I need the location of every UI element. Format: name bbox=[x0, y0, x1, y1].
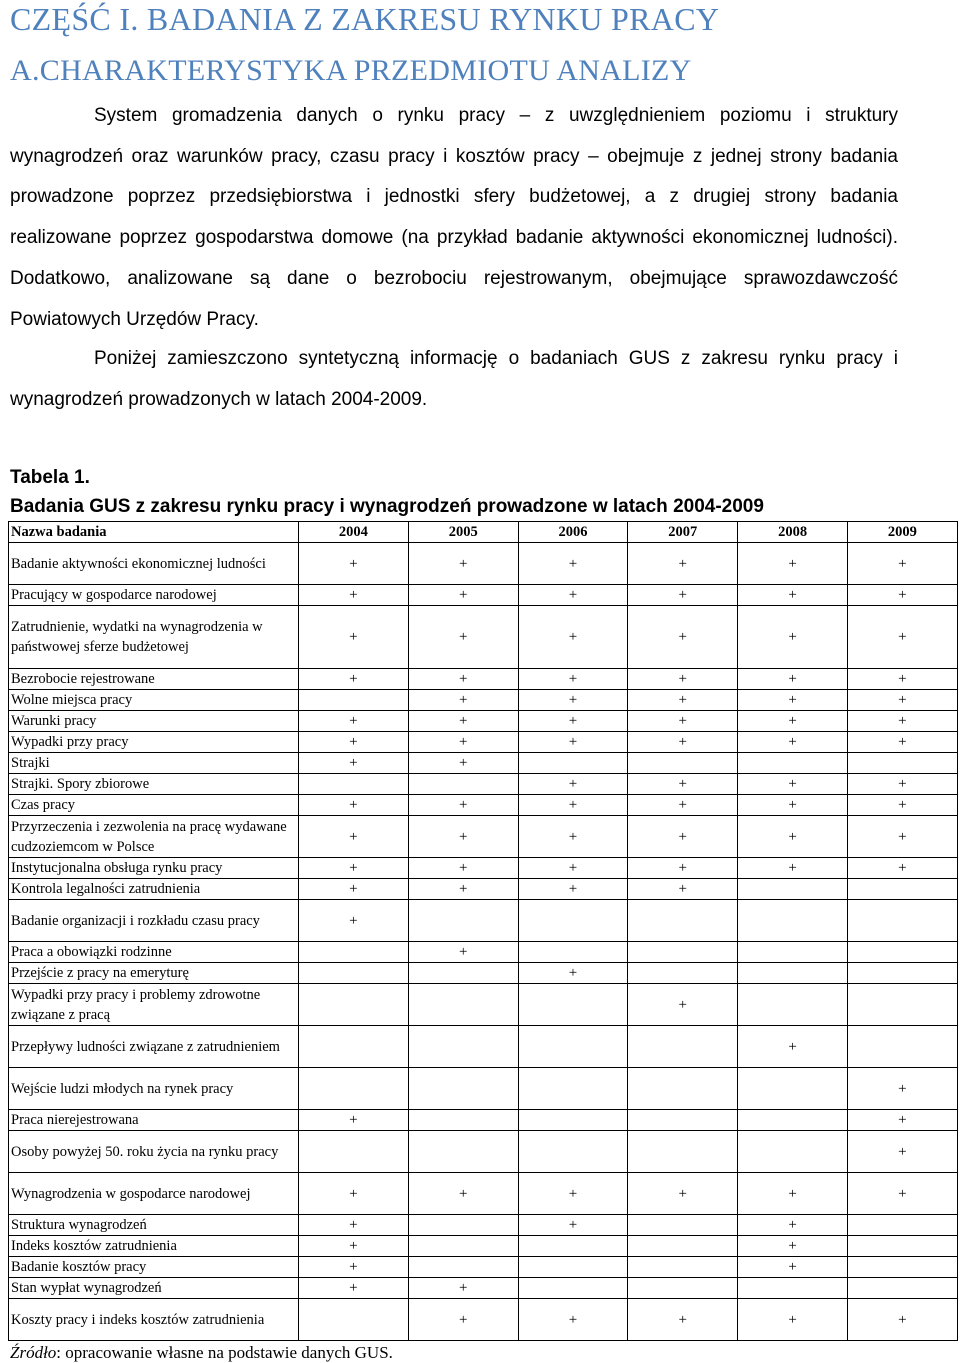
year-mark-cell bbox=[408, 1110, 518, 1131]
year-mark-cell bbox=[518, 1131, 628, 1173]
survey-name-cell: Praca a obowiązki rodzinne bbox=[9, 942, 299, 963]
table-row bbox=[9, 858, 958, 879]
year-mark-cell bbox=[628, 1068, 738, 1110]
table-row bbox=[9, 1173, 958, 1215]
year-mark-cell: + bbox=[628, 984, 738, 1026]
year-mark-cell: + bbox=[847, 543, 957, 585]
year-mark-cell: + bbox=[299, 732, 409, 753]
year-mark-cell bbox=[847, 879, 957, 900]
column-header-2005: 2005 bbox=[408, 522, 518, 543]
table-caption: Tabela 1. bbox=[10, 467, 90, 488]
surveys-table bbox=[8, 521, 958, 1341]
column-header-2009: 2009 bbox=[847, 522, 957, 543]
year-mark-cell bbox=[847, 900, 957, 942]
section-heading: A.CHARAKTERYSTYKA PRZEDMIOTU ANALIZY bbox=[10, 54, 692, 87]
year-mark-cell: + bbox=[738, 669, 848, 690]
year-mark-cell bbox=[408, 1236, 518, 1257]
year-mark-cell: + bbox=[738, 795, 848, 816]
table-row bbox=[9, 690, 958, 711]
year-mark-cell bbox=[628, 1026, 738, 1068]
intro-paragraph: System gromadzenia danych o rynku pracy – z uwzględnieniem poziomu i struktury wynagrodzeń oraz warunków pracy, czasu pracy i kosztów pracy – obejmuje z jednej strony badania prowadzone poprzez przedsiębiorstwa i jednostki sfery budżetowej, a z drugiej strony badania realizowane poprzez gospodarstwa domowe (na przykład badanie aktywności ekonomicznej ludności). Dodatkowo, analizowane są dane o bezrobociu rejestrowanym, obejmujące sprawozdawczość Powiatowych Urzędów Pracy. bbox=[10, 105, 898, 330]
year-mark-cell: + bbox=[408, 732, 518, 753]
year-mark-cell bbox=[628, 1257, 738, 1278]
year-mark-cell: + bbox=[518, 774, 628, 795]
year-mark-cell: + bbox=[628, 858, 738, 879]
table-row bbox=[9, 942, 958, 963]
year-mark-cell: + bbox=[847, 1110, 957, 1131]
year-mark-cell: + bbox=[299, 543, 409, 585]
year-mark-cell: + bbox=[408, 711, 518, 732]
table-row bbox=[9, 669, 958, 690]
year-mark-cell bbox=[518, 1026, 628, 1068]
table-row bbox=[9, 963, 958, 984]
survey-name-cell: Struktura wynagrodzeń bbox=[9, 1215, 299, 1236]
year-mark-cell bbox=[518, 900, 628, 942]
year-mark-cell: + bbox=[628, 669, 738, 690]
column-header-2004: 2004 bbox=[299, 522, 409, 543]
table-row bbox=[9, 1299, 958, 1341]
year-mark-cell: + bbox=[518, 732, 628, 753]
year-mark-cell: + bbox=[518, 858, 628, 879]
survey-name-cell: Czas pracy bbox=[9, 795, 299, 816]
year-mark-cell: + bbox=[847, 816, 957, 858]
table-row bbox=[9, 900, 958, 942]
year-mark-cell bbox=[738, 963, 848, 984]
year-mark-cell: + bbox=[628, 816, 738, 858]
year-mark-cell bbox=[847, 942, 957, 963]
source-note bbox=[10, 1342, 393, 1363]
year-mark-cell bbox=[408, 774, 518, 795]
year-mark-cell bbox=[299, 1131, 409, 1173]
year-mark-cell: + bbox=[628, 732, 738, 753]
source-text: : opracowanie własne na podstawie danych GUS. bbox=[56, 1343, 393, 1362]
table-row bbox=[9, 606, 958, 669]
year-mark-cell bbox=[518, 1257, 628, 1278]
year-mark-cell: + bbox=[299, 753, 409, 774]
survey-name-cell: Przepływy ludności związane z zatrudnieniem bbox=[9, 1026, 299, 1068]
table-row bbox=[9, 753, 958, 774]
year-mark-cell: + bbox=[408, 1173, 518, 1215]
year-mark-cell bbox=[847, 1236, 957, 1257]
year-mark-cell: + bbox=[408, 585, 518, 606]
source-label: Źródło bbox=[10, 1343, 57, 1362]
year-mark-cell: + bbox=[518, 1215, 628, 1236]
table-row bbox=[9, 816, 958, 858]
year-mark-cell bbox=[518, 1236, 628, 1257]
year-mark-cell bbox=[299, 963, 409, 984]
year-mark-cell bbox=[738, 984, 848, 1026]
year-mark-cell: + bbox=[408, 816, 518, 858]
year-mark-cell: + bbox=[299, 1110, 409, 1131]
year-mark-cell: + bbox=[408, 669, 518, 690]
year-mark-cell: + bbox=[738, 1299, 848, 1341]
year-mark-cell: + bbox=[847, 1068, 957, 1110]
year-mark-cell: + bbox=[518, 795, 628, 816]
year-mark-cell bbox=[408, 1215, 518, 1236]
year-mark-cell bbox=[408, 900, 518, 942]
year-mark-cell: + bbox=[738, 1215, 848, 1236]
year-mark-cell: + bbox=[738, 816, 848, 858]
year-mark-cell: + bbox=[518, 816, 628, 858]
year-mark-cell bbox=[518, 753, 628, 774]
year-mark-cell: + bbox=[299, 858, 409, 879]
year-mark-cell bbox=[518, 1278, 628, 1299]
year-mark-cell bbox=[628, 900, 738, 942]
year-mark-cell: + bbox=[299, 900, 409, 942]
year-mark-cell: + bbox=[847, 690, 957, 711]
column-header-2008: 2008 bbox=[738, 522, 848, 543]
year-mark-cell: + bbox=[408, 795, 518, 816]
year-mark-cell bbox=[408, 1131, 518, 1173]
year-mark-cell: + bbox=[299, 879, 409, 900]
year-mark-cell: + bbox=[299, 1215, 409, 1236]
table-body bbox=[9, 543, 958, 1341]
year-mark-cell bbox=[299, 942, 409, 963]
survey-name-cell: Przyrzeczenia i zezwolenia na pracę wydawane cudzoziemcom w Polsce bbox=[9, 816, 299, 858]
year-mark-cell: + bbox=[299, 1278, 409, 1299]
year-mark-cell: + bbox=[628, 774, 738, 795]
year-mark-cell bbox=[408, 1026, 518, 1068]
table-row bbox=[9, 984, 958, 1026]
table-row bbox=[9, 879, 958, 900]
year-mark-cell bbox=[628, 963, 738, 984]
year-mark-cell bbox=[847, 963, 957, 984]
survey-name-cell: Kontrola legalności zatrudnienia bbox=[9, 879, 299, 900]
year-mark-cell: + bbox=[299, 795, 409, 816]
survey-name-cell: Stan wypłat wynagrodzeń bbox=[9, 1278, 299, 1299]
table-row bbox=[9, 1026, 958, 1068]
table-row bbox=[9, 1236, 958, 1257]
year-mark-cell: + bbox=[628, 1299, 738, 1341]
year-mark-cell bbox=[299, 1026, 409, 1068]
year-mark-cell: + bbox=[299, 1236, 409, 1257]
table-row bbox=[9, 1215, 958, 1236]
survey-name-cell: Wypadki przy pracy bbox=[9, 732, 299, 753]
survey-name-cell: Strajki bbox=[9, 753, 299, 774]
year-mark-cell bbox=[408, 984, 518, 1026]
survey-name-cell: Pracujący w gospodarce narodowej bbox=[9, 585, 299, 606]
table-row bbox=[9, 795, 958, 816]
year-mark-cell bbox=[518, 984, 628, 1026]
year-mark-cell: + bbox=[847, 1299, 957, 1341]
table-row bbox=[9, 585, 958, 606]
table-row bbox=[9, 1131, 958, 1173]
column-header-2007: 2007 bbox=[628, 522, 738, 543]
column-header-name: Nazwa badania bbox=[9, 522, 299, 543]
table-row bbox=[9, 732, 958, 753]
year-mark-cell bbox=[847, 984, 957, 1026]
survey-name-cell: Bezrobocie rejestrowane bbox=[9, 669, 299, 690]
year-mark-cell: + bbox=[408, 753, 518, 774]
year-mark-cell bbox=[628, 753, 738, 774]
year-mark-cell: + bbox=[847, 585, 957, 606]
year-mark-cell bbox=[628, 1110, 738, 1131]
year-mark-cell: + bbox=[628, 585, 738, 606]
year-mark-cell: + bbox=[408, 942, 518, 963]
year-mark-cell bbox=[738, 1278, 848, 1299]
survey-name-cell: Badanie organizacji i rozkładu czasu pracy bbox=[9, 900, 299, 942]
survey-name-cell: Strajki. Spory zbiorowe bbox=[9, 774, 299, 795]
year-mark-cell: + bbox=[628, 879, 738, 900]
year-mark-cell: + bbox=[518, 963, 628, 984]
survey-name-cell: Praca nierejestrowana bbox=[9, 1110, 299, 1131]
survey-name-cell: Wolne miejsca pracy bbox=[9, 690, 299, 711]
year-mark-cell: + bbox=[628, 543, 738, 585]
year-mark-cell: + bbox=[847, 711, 957, 732]
year-mark-cell: + bbox=[518, 879, 628, 900]
year-mark-cell bbox=[628, 1278, 738, 1299]
survey-name-cell: Badanie aktywności ekonomicznej ludności bbox=[9, 543, 299, 585]
survey-name-cell: Zatrudnienie, wydatki na wynagrodzenia w państwowej sferze budżetowej bbox=[9, 606, 299, 669]
year-mark-cell: + bbox=[518, 669, 628, 690]
survey-name-cell: Badanie kosztów pracy bbox=[9, 1257, 299, 1278]
year-mark-cell: + bbox=[518, 1173, 628, 1215]
year-mark-cell: + bbox=[299, 669, 409, 690]
year-mark-cell: + bbox=[299, 606, 409, 669]
survey-name-cell: Instytucjonalna obsługa rynku pracy bbox=[9, 858, 299, 879]
survey-name-cell: Osoby powyżej 50. roku życia na rynku pracy bbox=[9, 1131, 299, 1173]
year-mark-cell: + bbox=[738, 606, 848, 669]
year-mark-cell bbox=[628, 1236, 738, 1257]
year-mark-cell bbox=[628, 1131, 738, 1173]
year-mark-cell: + bbox=[518, 585, 628, 606]
survey-name-cell: Wynagrodzenia w gospodarce narodowej bbox=[9, 1173, 299, 1215]
year-mark-cell: + bbox=[518, 690, 628, 711]
year-mark-cell bbox=[847, 1278, 957, 1299]
year-mark-cell: + bbox=[408, 879, 518, 900]
year-mark-cell: + bbox=[628, 1173, 738, 1215]
year-mark-cell: + bbox=[847, 732, 957, 753]
year-mark-cell bbox=[628, 1215, 738, 1236]
year-mark-cell: + bbox=[408, 690, 518, 711]
year-mark-cell: + bbox=[299, 1257, 409, 1278]
survey-name-cell: Koszty pracy i indeks kosztów zatrudnienia bbox=[9, 1299, 299, 1341]
survey-name-cell: Przejście z pracy na emeryturę bbox=[9, 963, 299, 984]
table-header-row bbox=[9, 522, 958, 543]
year-mark-cell: + bbox=[738, 585, 848, 606]
survey-name-cell: Indeks kosztów zatrudnienia bbox=[9, 1236, 299, 1257]
year-mark-cell bbox=[408, 1068, 518, 1110]
year-mark-cell: + bbox=[299, 816, 409, 858]
table-row bbox=[9, 1110, 958, 1131]
year-mark-cell: + bbox=[628, 690, 738, 711]
year-mark-cell bbox=[518, 1068, 628, 1110]
table-row bbox=[9, 711, 958, 732]
year-mark-cell: + bbox=[738, 1236, 848, 1257]
year-mark-cell: + bbox=[299, 711, 409, 732]
year-mark-cell: + bbox=[847, 669, 957, 690]
year-mark-cell bbox=[299, 1299, 409, 1341]
year-mark-cell bbox=[518, 942, 628, 963]
year-mark-cell: + bbox=[738, 543, 848, 585]
year-mark-cell: + bbox=[518, 1299, 628, 1341]
part-heading: CZĘŚĆ I. BADANIA Z ZAKRESU RYNKU PRACY bbox=[10, 1, 720, 37]
table-row bbox=[9, 1068, 958, 1110]
year-mark-cell: + bbox=[299, 585, 409, 606]
survey-name-cell: Warunki pracy bbox=[9, 711, 299, 732]
year-mark-cell bbox=[738, 879, 848, 900]
year-mark-cell: + bbox=[408, 543, 518, 585]
column-header-2006: 2006 bbox=[518, 522, 628, 543]
year-mark-cell bbox=[299, 1068, 409, 1110]
year-mark-cell: + bbox=[738, 1026, 848, 1068]
year-mark-cell: + bbox=[408, 1299, 518, 1341]
survey-name-cell: Wypadki przy pracy i problemy zdrowotne związane z pracą bbox=[9, 984, 299, 1026]
summary-paragraph: Poniżej zamieszczono syntetyczną informację o badaniach GUS z zakresu rynku pracy i wynagrodzeń prowadzonych w latach 2004-2009. bbox=[10, 348, 898, 410]
year-mark-cell bbox=[408, 963, 518, 984]
year-mark-cell: + bbox=[408, 1278, 518, 1299]
year-mark-cell bbox=[847, 753, 957, 774]
year-mark-cell: + bbox=[299, 1173, 409, 1215]
year-mark-cell: + bbox=[847, 606, 957, 669]
year-mark-cell: + bbox=[518, 606, 628, 669]
year-mark-cell: + bbox=[408, 606, 518, 669]
year-mark-cell bbox=[738, 1110, 848, 1131]
year-mark-cell bbox=[408, 1257, 518, 1278]
year-mark-cell: + bbox=[847, 1131, 957, 1173]
year-mark-cell: + bbox=[847, 1173, 957, 1215]
year-mark-cell bbox=[299, 984, 409, 1026]
year-mark-cell bbox=[847, 1257, 957, 1278]
table-row bbox=[9, 1278, 958, 1299]
year-mark-cell: + bbox=[847, 795, 957, 816]
year-mark-cell: + bbox=[518, 543, 628, 585]
year-mark-cell: + bbox=[847, 858, 957, 879]
year-mark-cell bbox=[738, 900, 848, 942]
year-mark-cell: + bbox=[518, 711, 628, 732]
year-mark-cell bbox=[738, 942, 848, 963]
year-mark-cell: + bbox=[628, 606, 738, 669]
year-mark-cell bbox=[738, 1068, 848, 1110]
year-mark-cell bbox=[847, 1026, 957, 1068]
table-row bbox=[9, 1257, 958, 1278]
year-mark-cell: + bbox=[408, 858, 518, 879]
year-mark-cell: + bbox=[847, 774, 957, 795]
year-mark-cell: + bbox=[738, 774, 848, 795]
year-mark-cell: + bbox=[738, 690, 848, 711]
year-mark-cell bbox=[738, 1131, 848, 1173]
year-mark-cell bbox=[299, 690, 409, 711]
year-mark-cell bbox=[738, 753, 848, 774]
year-mark-cell: + bbox=[738, 1173, 848, 1215]
survey-name-cell: Wejście ludzi młodych na rynek pracy bbox=[9, 1068, 299, 1110]
year-mark-cell bbox=[847, 1215, 957, 1236]
table-title: Badania GUS z zakresu rynku pracy i wynagrodzeń prowadzone w latach 2004-2009 bbox=[10, 496, 764, 517]
year-mark-cell: + bbox=[628, 795, 738, 816]
year-mark-cell bbox=[299, 774, 409, 795]
year-mark-cell bbox=[518, 1110, 628, 1131]
table-row bbox=[9, 774, 958, 795]
year-mark-cell: + bbox=[738, 858, 848, 879]
year-mark-cell: + bbox=[738, 1257, 848, 1278]
year-mark-cell: + bbox=[628, 711, 738, 732]
year-mark-cell: + bbox=[738, 711, 848, 732]
year-mark-cell: + bbox=[738, 732, 848, 753]
year-mark-cell bbox=[628, 942, 738, 963]
table-row bbox=[9, 543, 958, 585]
